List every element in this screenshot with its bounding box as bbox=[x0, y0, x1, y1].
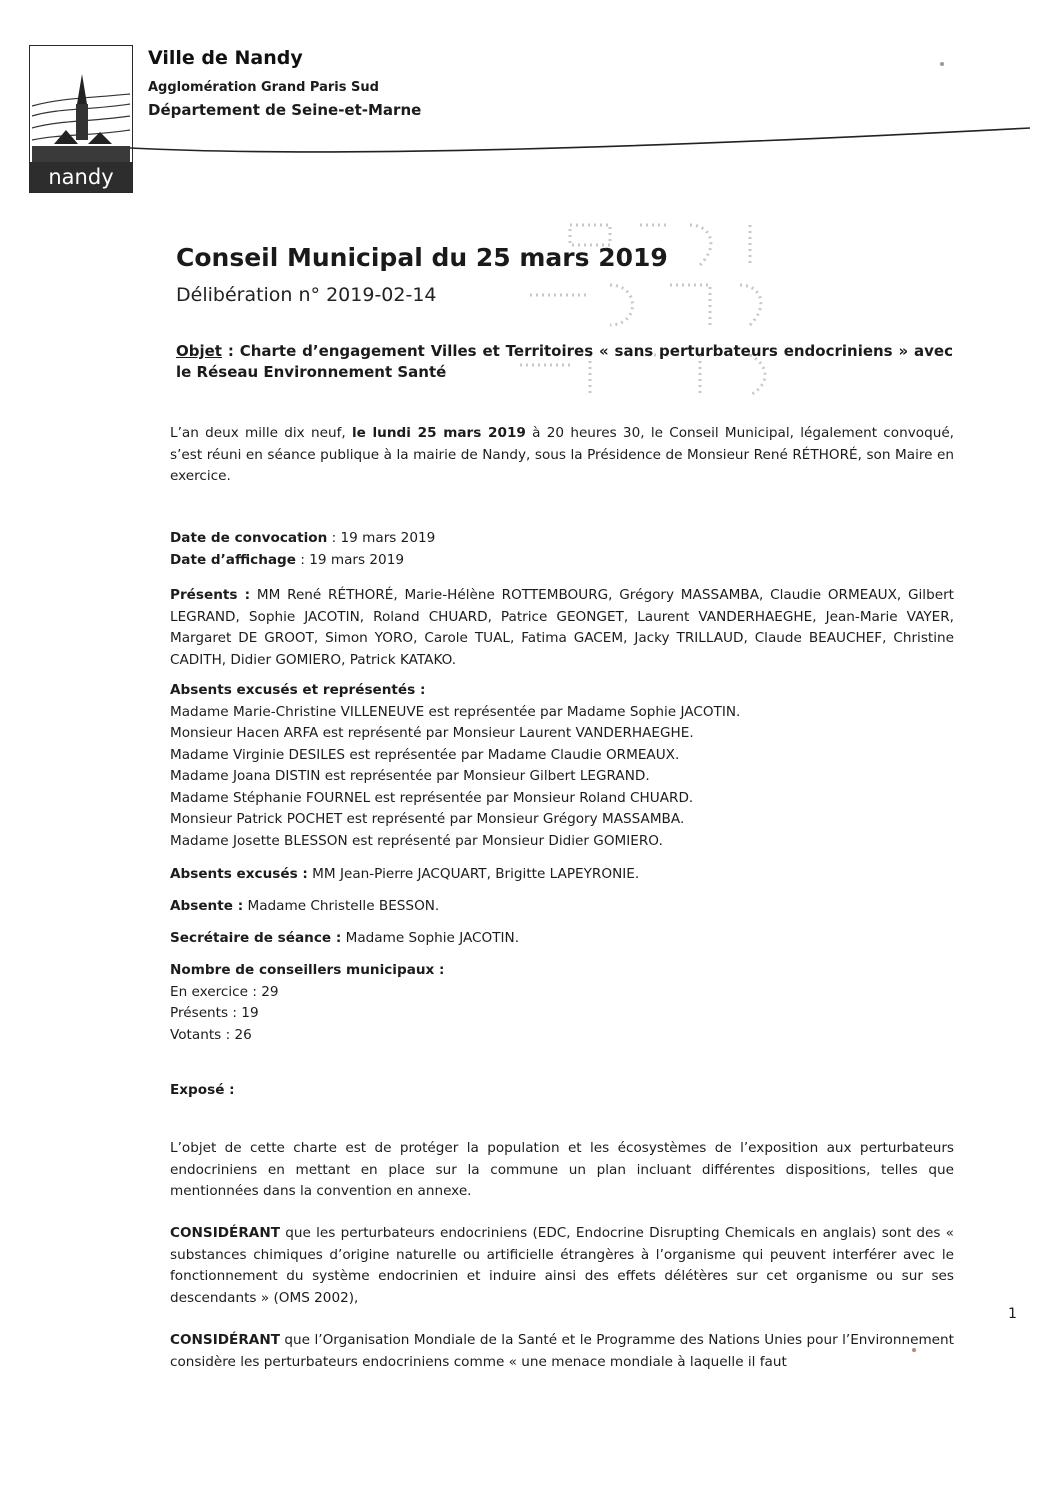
absents-excuses-text: MM Jean-Pierre JACQUART, Brigitte LAPEYRONIE. bbox=[307, 866, 640, 882]
proxy-line: Madame Marie-Christine VILLENEUVE est représentée par Madame Sophie JACOTIN. bbox=[170, 703, 741, 720]
subject-label: Objet bbox=[176, 342, 222, 360]
page-number: 1 bbox=[1008, 1306, 1017, 1322]
convocation-label: Date de convocation bbox=[170, 530, 328, 546]
conseillers-line: En exercice : 29 bbox=[170, 983, 279, 1000]
intro-date: le lundi 25 mars 2019 bbox=[351, 425, 526, 441]
intro-text-2: à 20 heures 30, le Conseil Municipal, légalement convoqué, s’est réuni en séance publique à la mairie de Nandy, sous la Présidence de Monsieur René RÉTHORÉ, son Maire en exercice. bbox=[170, 425, 955, 484]
meeting-title: Conseil Municipal du 25 mars 2019 bbox=[176, 243, 668, 272]
conseillers-line: Votants : 26 bbox=[170, 1026, 252, 1043]
scan-speck bbox=[912, 1348, 916, 1352]
secretaire-text: Madame Sophie JACOTIN. bbox=[341, 930, 520, 946]
town-name: Ville de Nandy bbox=[148, 47, 303, 69]
considerant-text: que les perturbateurs endocriniens (EDC, Endocrine Disrupting Chemicals en anglais) sont des « substances chimiques d’origine naturelle ou artificielle étrangères à l’organisme qui peuvent interférer avec le fonctionnement du système endocrinien et induire ainsi des effets délétères sur cet organisme ou sur ses descendants » (OMS 2002), bbox=[170, 1225, 954, 1306]
secretaire-label: Secrétaire de séance : bbox=[170, 930, 342, 946]
presents-label: Présents : bbox=[170, 587, 251, 603]
proxy-line: Monsieur Hacen ARFA est représenté par Monsieur Laurent VANDERHAEGHE. bbox=[170, 725, 694, 741]
absents-represented-block bbox=[170, 680, 954, 852]
header-swoosh bbox=[130, 120, 1050, 160]
subject-text: : Charte d’engagement Villes et Territoires « sans perturbateurs endocriniens » avec le Réseau Environnement Santé bbox=[176, 342, 953, 381]
conseillers-label: Nombre de conseillers municipaux : bbox=[170, 962, 445, 978]
absente-label: Absente : bbox=[170, 898, 244, 914]
dates-block bbox=[170, 528, 954, 571]
secretaire bbox=[170, 928, 954, 950]
nandy-logo bbox=[29, 45, 133, 193]
proxy-line: Madame Josette BLESSON est représenté par Monsieur Didier GOMIERO. bbox=[170, 832, 663, 849]
considerant-label: CONSIDÉRANT bbox=[170, 1225, 280, 1241]
intro-paragraph bbox=[170, 423, 954, 488]
church-landscape-icon bbox=[30, 46, 132, 164]
proxy-line: Madame Virginie DESILES est représentée par Madame Claudie ORMEAUX. bbox=[170, 746, 680, 763]
considerant-2 bbox=[170, 1330, 954, 1373]
absents-excuses-label: Absents excusés : bbox=[170, 866, 308, 882]
absents-represented-label: Absents excusés et représentés : bbox=[170, 682, 426, 698]
absents-excuses bbox=[170, 864, 954, 886]
affichage-label: Date d’affichage bbox=[170, 551, 296, 568]
agglomeration-name: Agglomération Grand Paris Sud bbox=[148, 80, 379, 95]
affichage-value: : 19 mars 2019 bbox=[296, 551, 404, 568]
scan-speck bbox=[940, 62, 944, 66]
considerant-1 bbox=[170, 1223, 954, 1309]
presents-text: MM René RÉTHORÉ, Marie-Hélène ROTTEMBOURG, Grégory MASSAMBA, Claudie ORMEAUX, Gilbert LEGRAND, Sophie JACOTIN, Roland CHUARD, Patrice GEONGET, Laurent VANDERHAEGHE, Jean-Marie VAYER, Margaret DE GROOT, Simon YORO, Carole TUAL, Fatima GACEM, Jacky TRILLAUD, Claude BEAUCHEF, Christine CADITH, Didier GOMIERO, Patrick KATAKO. bbox=[170, 587, 954, 668]
proxy-line: Monsieur Patrick POCHET est représenté par Monsieur Grégory MASSAMBA. bbox=[170, 811, 685, 827]
proxy-line: Madame Joana DISTIN est représentée par Monsieur Gilbert LEGRAND. bbox=[170, 768, 650, 784]
conseillers-block bbox=[170, 960, 954, 1046]
expose-label: Exposé : bbox=[170, 1082, 235, 1098]
absente bbox=[170, 896, 954, 918]
considerant-label: CONSIDÉRANT bbox=[170, 1332, 280, 1348]
intro-text-1: L’an deux mille dix neuf, bbox=[170, 425, 352, 441]
department-name: Département de Seine-et-Marne bbox=[148, 101, 422, 119]
expose-paragraph: L’objet de cette charte est de protéger la population et les écosystèmes de l’exposition aux perturbateurs endocriniens en mettant en place sur la commune un plan incluant différentes dispositions, telles que mentionnées dans la convention en annexe. bbox=[170, 1140, 954, 1199]
considerant-text: que l’Organisation Mondiale de la Santé et le Programme des Nations Unies pour l’Environnement considère les perturbateurs endocriniens comme « une menace mondiale à laquelle il faut bbox=[170, 1332, 954, 1370]
presents-paragraph bbox=[170, 585, 954, 671]
conseillers-line: Présents : 19 bbox=[170, 1005, 259, 1021]
convocation-value: : 19 mars 2019 bbox=[327, 530, 436, 546]
proxy-line: Madame Stéphanie FOURNEL est représentée par Monsieur Roland CHUARD. bbox=[170, 789, 694, 806]
deliberation-number: Délibération n° 2019-02-14 bbox=[176, 284, 437, 306]
subject bbox=[176, 341, 953, 383]
logo-text: nandy bbox=[30, 162, 132, 192]
expose-heading bbox=[170, 1080, 954, 1102]
absente-text: Madame Christelle BESSON. bbox=[243, 898, 440, 914]
